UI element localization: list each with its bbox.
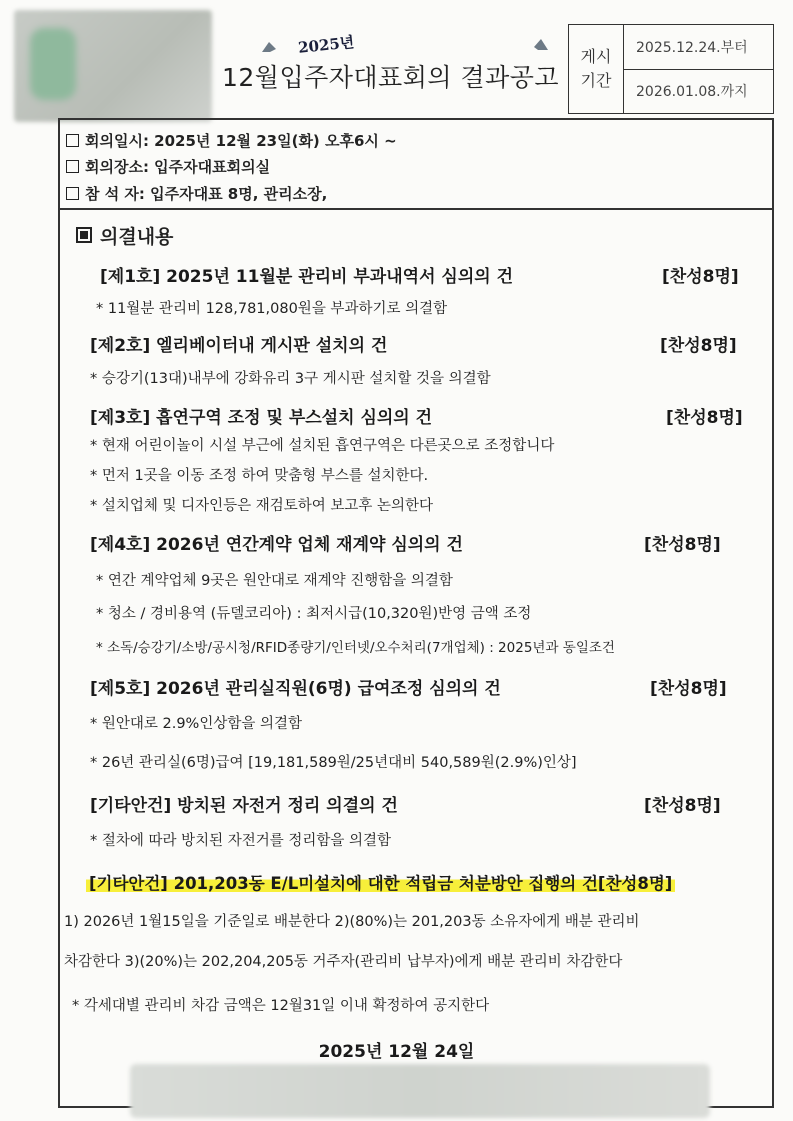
item-vote: [찬성8명] xyxy=(660,336,737,356)
item-vote: [찬성8명] xyxy=(644,796,721,816)
item-title: [제3호] 흡연구역 조정 및 부스설치 심의의 건 xyxy=(90,408,433,428)
item-line: * 현재 어린이놀이 시설 부근에 설치된 흡연구역은 다른곳으로 조정합니다 xyxy=(90,438,555,454)
meeting-datetime: 회의일시: 2025년 12월 23일(화) 오후6시 ~ xyxy=(66,130,397,151)
item-vote: [찬성8명] xyxy=(662,267,739,287)
item-line: * 원안대로 2.9%인상함을 의결함 xyxy=(90,716,302,732)
section-title: 의결내용 xyxy=(76,222,173,249)
item-line: * 먼저 1곳을 이동 조정 하여 맞춤형 부스를 설치한다. xyxy=(90,468,429,484)
item-vote: [찬성8명] xyxy=(650,679,727,699)
item-line: * 절차에 따라 방치된 자전거를 정리함을 의결함 xyxy=(90,833,392,849)
redacted-signature xyxy=(130,1064,710,1118)
item-line: * 각세대별 관리비 차감 금액은 12월31일 이내 확정하여 공지한다 xyxy=(72,998,490,1014)
handwritten-year: 2025년 xyxy=(297,33,356,57)
clip-icon xyxy=(260,40,278,54)
item-line: * 연간 계약업체 9곳은 원안대로 재계약 진행함을 의결함 xyxy=(96,573,453,589)
item-title: [제2호] 엘리베이터내 게시판 설치의 건 xyxy=(90,336,388,356)
item-line: 차감한다 3)(20%)는 202,204,205동 거주자(관리비 납부자)에게 배분 관리비 차감한다 xyxy=(64,954,623,970)
posting-period-box xyxy=(568,24,774,114)
item-title: [제4호] 2026년 연간계약 업체 재계약 심의의 건 xyxy=(90,535,463,555)
item-line: 1) 2026년 1월15일을 기준일로 배분한다 2)(80%)는 201,203동 소유자에게 배분 관리비 xyxy=(64,914,640,930)
page-title: 12월입주자대표회의 결과공고 xyxy=(222,63,560,92)
item-title: [기타안건] 방치된 자전거 정리 의결의 건 xyxy=(90,796,398,816)
item-line: * 승강기(13대)내부에 강화유리 3구 게시판 설치할 것을 의결함 xyxy=(90,371,491,387)
item-title-highlighted: [기타안건] 201,203동 E/L미설치에 대한 적립금 처분방안 집행의 건[찬성8명] xyxy=(86,870,675,894)
divider xyxy=(58,208,774,210)
item-title: [제5호] 2026년 관리실직원(6명) 급여조정 심의의 건 xyxy=(90,679,501,699)
item-line: * 청소 / 경비용역 (듀델코리아) : 최저시급(10,320원)반영 금액 조정 xyxy=(96,606,532,622)
item-title: [제1호] 2025년 11월분 관리비 부과내역서 심의의 건 xyxy=(100,267,514,287)
item-vote: [찬성8명] xyxy=(666,408,743,428)
posting-to: 2026.01.08.까지 xyxy=(636,84,748,101)
item-line: * 소독/승강기/소방/공시청/RFID종량기/인터넷/오수처리(7개업체) : 2025년과 동일조건 xyxy=(96,640,615,656)
item-line: * 11월분 관리비 128,781,080원을 부과하기로 의결함 xyxy=(96,301,448,317)
redacted-logo xyxy=(14,10,212,122)
notice-date: 2025년 12월 24일 xyxy=(318,1042,475,1062)
clip-icon xyxy=(532,38,550,52)
posting-from: 2025.12.24.부터 xyxy=(624,25,773,70)
item-vote: [찬성8명] xyxy=(644,535,721,555)
meeting-place: 회의장소: 입주자대표회의실 xyxy=(66,156,270,177)
item-line: * 26년 관리실(6명)급여 [19,181,589원/25년대비 540,589원(2.9%)인상] xyxy=(90,755,577,771)
meeting-attendees: 참 석 자: 입주자대표 8명, 관리소장, xyxy=(66,183,327,204)
item-line: * 설치업체 및 디자인등은 재검토하여 보고후 논의한다 xyxy=(90,498,434,514)
posting-period-label: 게시 기간 xyxy=(569,25,624,113)
